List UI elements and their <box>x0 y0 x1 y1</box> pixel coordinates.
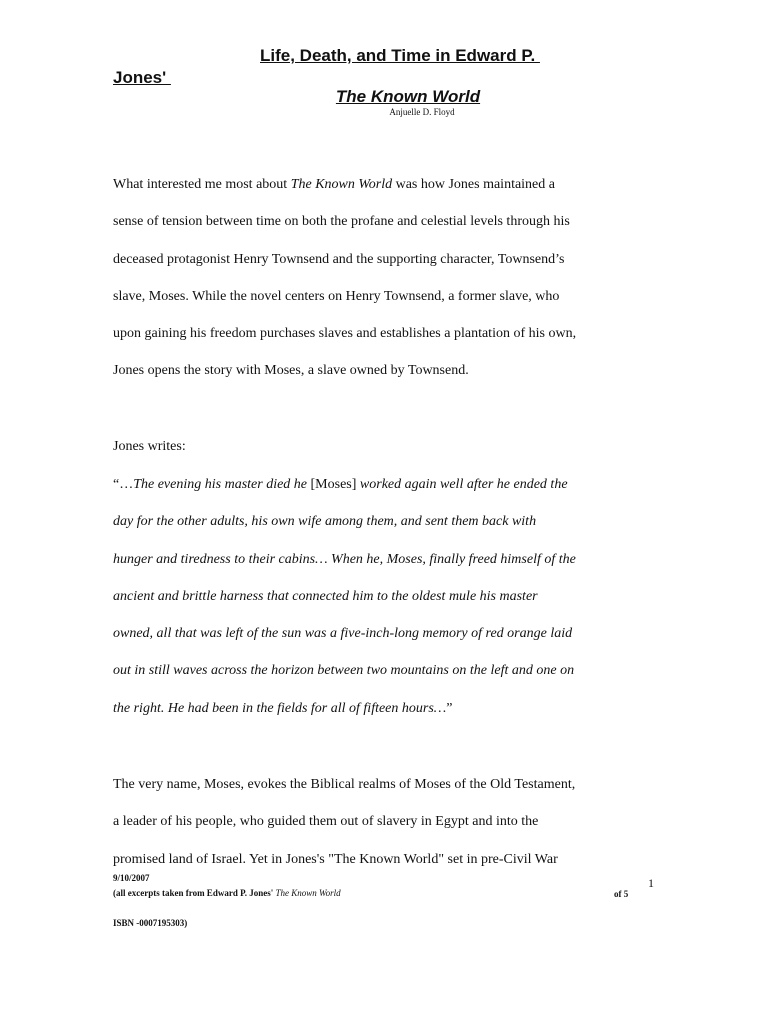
footer-note-book: The Known World <box>275 888 341 898</box>
title-line-1: Life, Death, and Time in Edward P. <box>260 46 540 65</box>
quote-close: ” <box>446 700 453 716</box>
text-run: What interested me most about <box>113 177 291 192</box>
text-line: sense of tension between time on both the profane and celestial levels through his <box>113 214 570 230</box>
block-quote <box>113 466 673 727</box>
author-name: Anjuelle D. Floyd <box>389 107 455 117</box>
text-run-italic: The Known World <box>290 177 393 192</box>
book-title-text: The Known World <box>335 87 481 106</box>
text-line: deceased protagonist Henry Townsend and the supporting character, Townsend’s <box>113 251 565 267</box>
text-line <box>113 166 673 203</box>
text-line: The very name, Moses, evokes the Biblical realms of Moses of the Old Testament, <box>113 777 576 792</box>
footer-isbn: ISBN -0007195303) <box>113 918 188 928</box>
title-line-2: Jones' <box>113 68 171 87</box>
footer-note <box>113 888 341 898</box>
quote-open: “… <box>113 477 134 492</box>
text-line: ancient and brittle harness that connected him to the oldest mule his master <box>113 588 538 604</box>
text-run: The evening his master died he <box>133 477 311 492</box>
text-line: Jones opens the story with Moses, a slave owned by Townsend. <box>113 363 469 379</box>
text-line: hunger and tiredness to their cabins… When he, Moses, finally freed himself of the <box>113 551 576 567</box>
text-run: was how Jones maintained a <box>392 177 555 192</box>
paragraph-jones-writes <box>113 428 673 465</box>
text-run: worked again well after he ended the <box>356 477 568 492</box>
text-line: Jones writes: <box>113 439 186 454</box>
text-line: day for the other adults, his own wife among them, and sent them back with <box>113 514 537 530</box>
footer-note-prefix: (all excerpts taken from Edward P. Jones' <box>113 888 276 898</box>
text-line: owned, all that was left of the sun was a five-inch-long memory of red orange laid <box>113 626 573 642</box>
text-line: slave, Moses. While the novel centers on Henry Townsend, a former slave, who <box>113 288 560 304</box>
text-line: out in still waves across the horizon between two mountains on the left and one on <box>113 663 575 679</box>
text-line: promised land of Israel. Yet in Jones's "The Known World" set in pre-Civil War <box>113 851 558 867</box>
page-number: 1 <box>648 876 654 890</box>
text-line <box>113 466 673 503</box>
book-title <box>0 87 768 107</box>
text-line <box>113 690 673 727</box>
footer-date: 9/10/2007 <box>113 873 150 883</box>
text-run-bracket: [Moses] <box>310 477 357 492</box>
text-line: a leader of his people, who guided them out of slavery in Egypt and into the <box>113 814 539 830</box>
paragraph-moses-name <box>113 766 673 878</box>
text-run: the right. He had been in the fields for all of fifteen hours… <box>113 700 447 716</box>
page-count: of 5 <box>614 889 629 899</box>
paragraph-intro <box>113 166 673 390</box>
text-line: upon gaining his freedom purchases slaves and establishes a plantation of his own, <box>113 326 577 342</box>
